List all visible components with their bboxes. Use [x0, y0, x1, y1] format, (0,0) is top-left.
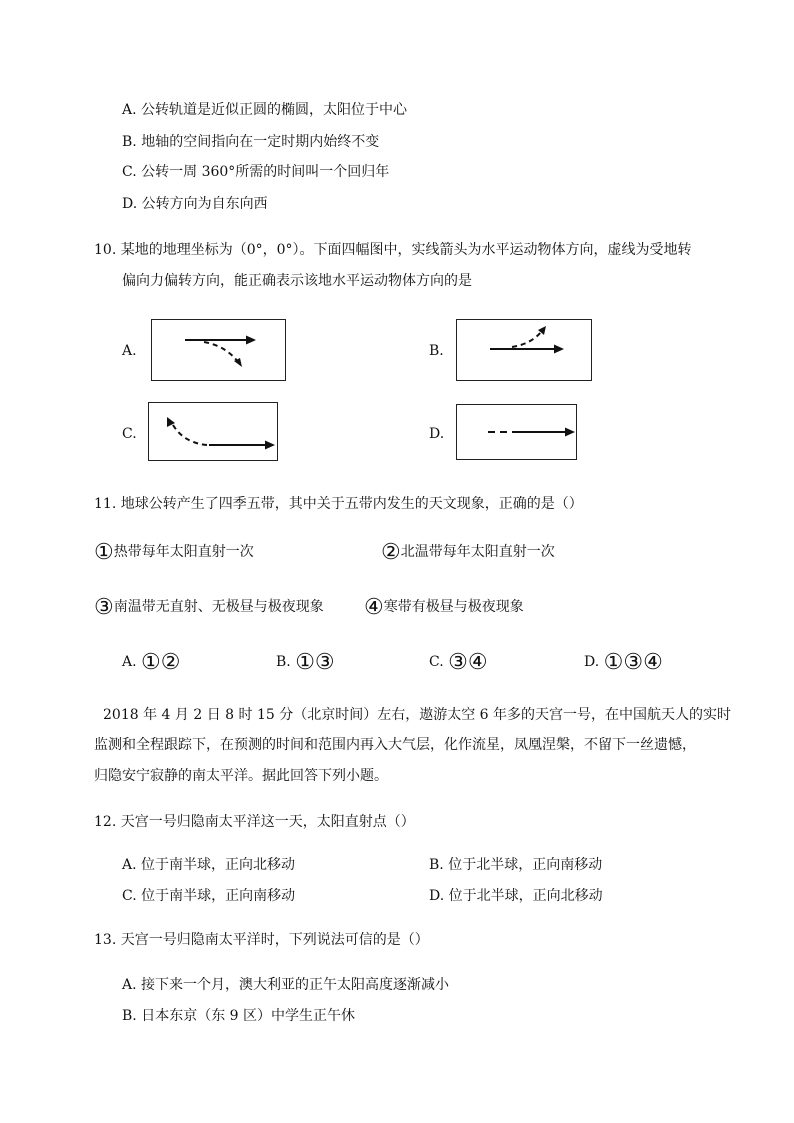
q10-diagram-c [148, 402, 278, 461]
q10-diagram-d [456, 404, 577, 460]
q10-diagram-b [456, 319, 592, 381]
q10-label-a: A. [122, 343, 137, 359]
q11-option-a-letter: A. [122, 654, 137, 670]
q11-option-b-marks: ①③ [295, 650, 335, 675]
arrow-diagram-b [457, 320, 592, 381]
q11-item-4 [364, 597, 524, 619]
q12-option-a: A. 位于南半球，正向北移动 [122, 857, 296, 873]
arrow-diagram-d [457, 405, 577, 460]
q11-option-a-marks: ①② [141, 650, 181, 675]
q11-stem: 11. 地球公转产生了四季五带，其中关于五带内发生的天文现象，正确的是（） [94, 496, 583, 512]
q13-option-b: B. 日本东京（东 9 区）中学生正午休 [122, 1008, 355, 1024]
q11-option-d [584, 652, 663, 674]
q11-option-d-marks: ①③④ [603, 650, 663, 675]
q11-item-1-text: 热带每年太阳直射一次 [113, 544, 254, 560]
q9-option-c: C. 公转一周 360°所需的时间叫一个回归年 [122, 164, 390, 180]
q9-option-b: B. 地轴的空间指向在一定时期内始终不变 [122, 134, 380, 150]
passage-line-2: 监测和全程跟踪下，在预测的时间和范围内再入大气层，化作流星，凤凰涅槃，不留下一丝遗憾， [94, 737, 696, 753]
circled-number-4: ④ [364, 595, 384, 620]
q10-label-b: B. [429, 343, 444, 359]
q13-stem: 13. 天宫一号归隐南太平洋时，下列说法可信的是（） [94, 932, 429, 948]
q11-option-c-letter: C. [429, 654, 444, 670]
q12-option-b: B. 位于北半球，正向南移动 [429, 857, 603, 873]
q10-label-c: C. [122, 426, 137, 442]
q11-item-2-text: 北温带每年太阳直射一次 [400, 544, 555, 560]
q11-option-a [122, 652, 180, 674]
passage-line-1: 2018 年 4 月 2 日 8 时 15 分（北京时间）左右，遨游太空 6 年多的天宫一号，在中国航天人的实时 [103, 707, 732, 723]
circled-number-3: ③ [94, 595, 114, 620]
q11-option-c [429, 652, 488, 674]
q9-option-a: A. 公转轨道是近似正圆的椭圆，太阳位于中心 [122, 102, 408, 118]
q11-option-b [276, 652, 335, 674]
q10-diagram-a [151, 319, 286, 381]
q10-stem-line1: 10. 某地的地理坐标为（0°，0°）。下面四幅图中，实线箭头为水平运动物体方向，虚线为受地转 [94, 242, 692, 258]
q11-item-3-text: 南温带无直射、无极昼与极夜现象 [113, 599, 324, 615]
q10-stem-line2: 偏向力偏转方向，能正确表示该地水平运动物体方向的是 [122, 273, 472, 289]
q9-option-d: D. 公转方向为自东向西 [122, 196, 268, 212]
q12-option-d: D. 位于北半球，正向北移动 [429, 888, 603, 904]
passage-line-3: 归隐安宁寂静的南太平洋。据此回答下列小题。 [94, 768, 388, 784]
q11-item-2 [381, 542, 555, 564]
arrow-diagram-a [152, 320, 286, 381]
q11-option-d-letter: D. [584, 654, 600, 670]
q12-stem: 12. 天宫一号归隐南太平洋这一天，太阳直射点（） [94, 814, 415, 830]
q10-label-d: D. [429, 426, 445, 442]
q12-option-c: C. 位于南半球，正向南移动 [122, 888, 296, 904]
q11-item-1 [94, 542, 254, 564]
arrow-diagram-c [149, 403, 278, 461]
q11-item-4-text: 寒带有极昼与极夜现象 [383, 599, 524, 615]
q11-item-3 [94, 597, 324, 619]
circled-number-1: ① [94, 540, 114, 565]
q11-option-c-marks: ③④ [448, 650, 488, 675]
q13-option-a: A. 接下来一个月，澳大利亚的正午太阳高度逐渐减小 [122, 977, 450, 993]
q11-option-b-letter: B. [276, 654, 291, 670]
circled-number-2: ② [381, 540, 401, 565]
